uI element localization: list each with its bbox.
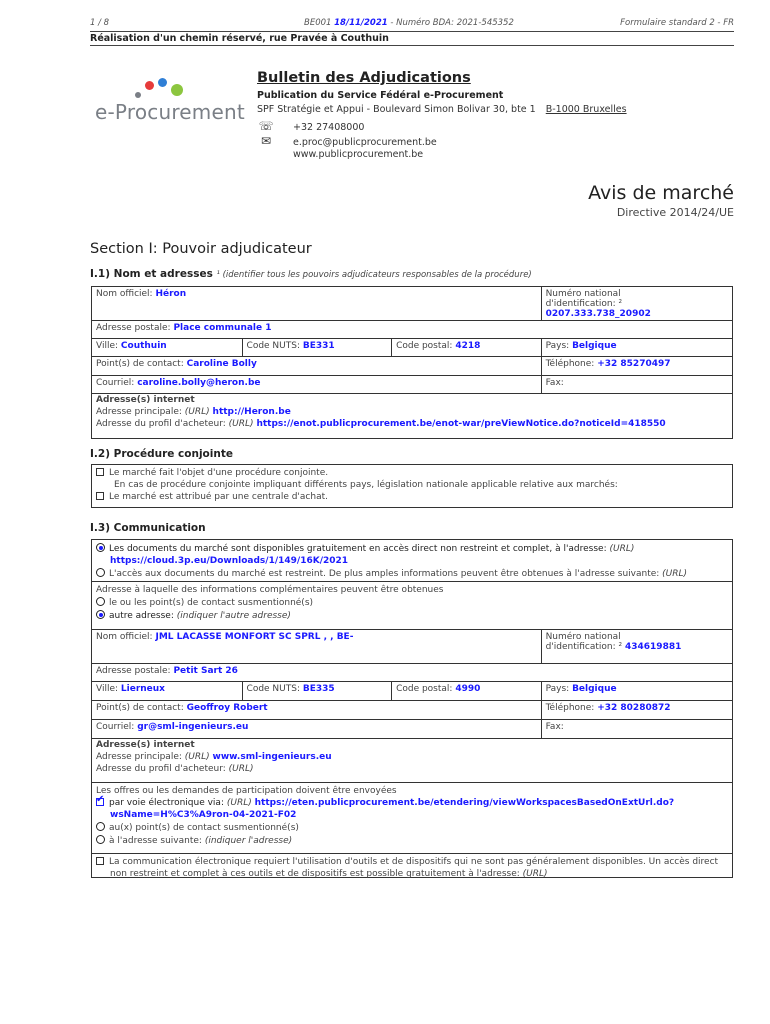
header-rule-2 bbox=[90, 45, 734, 46]
info-other-radio[interactable] bbox=[96, 610, 105, 619]
country: Belgique bbox=[572, 341, 617, 351]
contracting-authority-table bbox=[91, 286, 733, 439]
phone: +32 85270497 bbox=[597, 359, 671, 369]
table-row: Ville: Couthuin Code NUTS: BE331 Code postal: 4218 Pays: Belgique bbox=[92, 338, 732, 356]
table-row: Point(s) de contact: Geoffroy Robert Téléphone: +32 80280872 bbox=[92, 700, 732, 719]
electronic-tools-checkbox[interactable] bbox=[96, 857, 104, 865]
table-row: Courriel: gr@sml-ingenieurs.eu Fax: bbox=[92, 719, 732, 738]
electronic-tools: La communication électronique requiert l'utilisation d'outils et de dispositifs qui ne sont pas généralement disponibles. Un accès direct non restreint et complet à ces outils et de dispositifs est possible gratuitement à l'adresse: (URL) bbox=[92, 853, 732, 882]
publisher-phone: +32 27408000 bbox=[293, 122, 365, 133]
section-title: Section I: Pouvoir adjudicateur bbox=[90, 241, 312, 257]
publisher-email-line bbox=[257, 134, 727, 149]
docs-url-link[interactable]: https://cloud.3p.eu/Downloads/1/149/16K/2021 bbox=[110, 556, 349, 566]
subsection-i1-title: I.1) Nom et adresses ¹ (identifier tous les pouvoirs adjudicateurs responsables de la procédure) bbox=[90, 268, 532, 280]
docs-free-radio[interactable] bbox=[96, 543, 105, 552]
publisher-city: B-1000 Bruxelles bbox=[545, 104, 627, 115]
submission-contact-radio[interactable] bbox=[96, 822, 105, 831]
subsection-i2-title: I.2) Procédure conjointe bbox=[90, 448, 233, 460]
other-official-name: JML LACASSE MONFORT SC SPRL , , BE- bbox=[155, 632, 354, 642]
submission-address-radio[interactable] bbox=[96, 835, 105, 844]
electronic-submission-link[interactable]: https://eten.publicprocurement.be/etendering/viewWorkspacesBasedOnExtUrl.do? bbox=[254, 798, 675, 808]
logo-dot-green bbox=[171, 84, 183, 96]
notice-date: 18/11/2021 bbox=[334, 18, 388, 28]
communication-box: Les documents du marché sont disponibles gratuitement en accès direct non restreint et complet, à l'adresse: (URL) https://cloud.3p.eu/Downloads/1/149/16K/2021 L'accès aux documents du marché est restreint. De plus amples informations peuvent être obtenues à l'adresse suivante: (URL) Adresse à laquelle des informations complémentaires peuvent être obtenues le ou les point(s) de contact susmentionné(s) autre adresse: (indiquer l'autre adresse) Nom officiel: JML LACASSE MONFORT SC SPRL , , BE- Numéro national d'identification: ² 434619881 Adresse postale: Petit Sart 26 Ville: Lierneux Code NUTS: BE335 Code postal: 4990 Pays: Belgique Point(s) de contact: Geoffroy Robert Téléphone: +32 80280872 Courriel: gr@sml-ingenieurs.eu Fax: Adresse(s) internet Adresse principale: (URL) www.sml-ingenieurs.eu Adresse du profil d'acheteur: (URL) Les offres ou les demandes de participation doivent être envoyées ✔par voie électronique via: (URL) https://eten.publicprocurement.be/etendering/viewWorkspacesBasedOnExtUrl.do? wsName=H%C3%A9ron-04-2021-F02 au(x) point(s) de contact susmentionné(s) à l'adresse suivante: (indiquer l'adresse) La communication électronique requiert l'utilisation d'outils et de dispositifs qui ne sont pas généralement disponibles. Un accès direct non restreint et complet à ces outils et de dispositifs est possible gratuitement à l'adresse: (URL) bbox=[91, 539, 733, 878]
other-nuts-code: BE335 bbox=[302, 684, 335, 694]
other-phone: +32 80280872 bbox=[597, 703, 671, 713]
publisher-phone-line bbox=[257, 119, 727, 134]
other-national-id: 434619881 bbox=[625, 642, 682, 652]
town: Couthuin bbox=[120, 341, 167, 351]
publisher-block bbox=[257, 70, 727, 164]
other-contact-person: Geoffroy Robert bbox=[186, 703, 268, 713]
bulletin-title: Bulletin des Adjudications bbox=[257, 70, 471, 86]
other-internet-addresses: Adresse(s) internet Adresse principale: (URL) www.sml-ingenieurs.eu Adresse du profil d'acheteur: (URL) bbox=[92, 738, 732, 782]
page-number: 1 / 8 bbox=[90, 18, 110, 28]
e-procurement-logo bbox=[95, 78, 245, 128]
contract-title: Réalisation d'un chemin réservé, rue Pravée à Couthuin bbox=[90, 33, 389, 44]
subsection-i3-title: I.3) Communication bbox=[90, 522, 206, 534]
table-row: Ville: Lierneux Code NUTS: BE335 Code postal: 4990 Pays: Belgique bbox=[92, 681, 732, 700]
logo-dot-red bbox=[145, 81, 154, 90]
table-row: Adresse postale: Petit Sart 26 bbox=[92, 663, 732, 681]
other-country: Belgique bbox=[572, 684, 617, 694]
table-row: Courriel: caroline.bolly@heron.be Fax: bbox=[92, 375, 732, 393]
central-purchasing-checkbox[interactable] bbox=[96, 492, 104, 500]
publisher-email[interactable]: e.proc@publicprocurement.be bbox=[293, 137, 437, 148]
publisher-address: SPF Stratégie et Appui - Boulevard Simon Bolivar 30, bte 1 B-1000 Bruxelles bbox=[257, 104, 627, 115]
other-main-address-link[interactable]: www.sml-ingenieurs.eu bbox=[212, 752, 332, 762]
joint-procurement-box: Le marché fait l'objet d'une procédure conjointe. En cas de procédure conjointe impliquant différents pays, législation nationale applicable relative aux marchés: Le marché est attribué par une centrale d'achat. bbox=[91, 464, 733, 508]
email[interactable]: caroline.bolly@heron.be bbox=[137, 378, 261, 388]
header-rule bbox=[90, 31, 734, 32]
national-id: 0207.333.738_20902 bbox=[545, 309, 651, 319]
form-type: Formulaire standard 2 - FR bbox=[620, 18, 734, 28]
phone-icon: ☏ bbox=[258, 119, 274, 133]
notice-reference: BE001 18/11/2021 - Numéro BDA: 2021-545352 bbox=[304, 18, 514, 28]
page-header bbox=[90, 18, 734, 30]
notice-title: Avis de marché bbox=[588, 182, 734, 204]
publisher-web[interactable]: www.publicprocurement.be bbox=[293, 149, 424, 160]
table-row: Nom officiel: JML LACASSE MONFORT SC SPRL , , BE- Numéro national d'identification: ² 434619881 bbox=[92, 630, 732, 663]
submission-options: Les offres ou les demandes de participation doivent être envoyées ✔par voie électronique via: (URL) https://eten.publicprocurement.be/etendering/viewWorkspacesBasedOnExtUrl.do? wsName=H%C3%A9ron-04-2021-F02 au(x) point(s) de contact susmentionné(s) à l'adresse suivante: (indiquer l'adresse) bbox=[92, 782, 732, 853]
logo-dot-grey bbox=[135, 92, 141, 98]
table-row: Point(s) de contact: Caroline Bolly Téléphone: +32 85270497 bbox=[92, 356, 732, 375]
internet-addresses: Adresse(s) internet Adresse principale: (URL) http://Heron.be Adresse du profil d'acheteur: (URL) https://enot.publicprocurement.be/enot-war/preViewNotice.do?noticeId=418550 bbox=[92, 393, 732, 438]
other-email[interactable]: gr@sml-ingenieurs.eu bbox=[137, 722, 249, 732]
notice-heading bbox=[588, 182, 734, 219]
electronic-submission-checkbox[interactable] bbox=[96, 798, 104, 806]
envelope-icon: ✉ bbox=[260, 134, 272, 148]
docs-restricted-radio[interactable] bbox=[96, 568, 105, 577]
official-name: Héron bbox=[155, 289, 187, 299]
other-postal-address: Petit Sart 26 bbox=[173, 666, 238, 676]
table-row: Nom officiel: Héron Numéro national d'identification: ² 0207.333.738_20902 bbox=[92, 287, 732, 320]
table-row: Adresse postale: Place communale 1 bbox=[92, 320, 732, 338]
postal-address: Place communale 1 bbox=[173, 323, 272, 333]
logo-dot-blue bbox=[158, 78, 167, 87]
joint-procurement-checkbox[interactable] bbox=[96, 468, 104, 476]
publisher-web-line bbox=[257, 149, 727, 164]
buyer-profile-link[interactable]: https://enot.publicprocurement.be/enot-war/preViewNotice.do?noticeId=418550 bbox=[256, 419, 666, 429]
notice-directive: Directive 2014/24/UE bbox=[616, 206, 734, 219]
other-town: Lierneux bbox=[120, 684, 165, 694]
other-postcode: 4990 bbox=[455, 684, 481, 694]
logo-text: e-Procurement bbox=[95, 100, 245, 124]
postcode: 4218 bbox=[455, 341, 481, 351]
main-address-link[interactable]: http://Heron.be bbox=[212, 407, 291, 417]
publisher-service: Publication du Service Fédéral e-Procurement bbox=[257, 90, 504, 101]
contact-person: Caroline Bolly bbox=[186, 359, 257, 369]
info-contact-radio[interactable] bbox=[96, 597, 105, 606]
nuts-code: BE331 bbox=[302, 341, 335, 351]
